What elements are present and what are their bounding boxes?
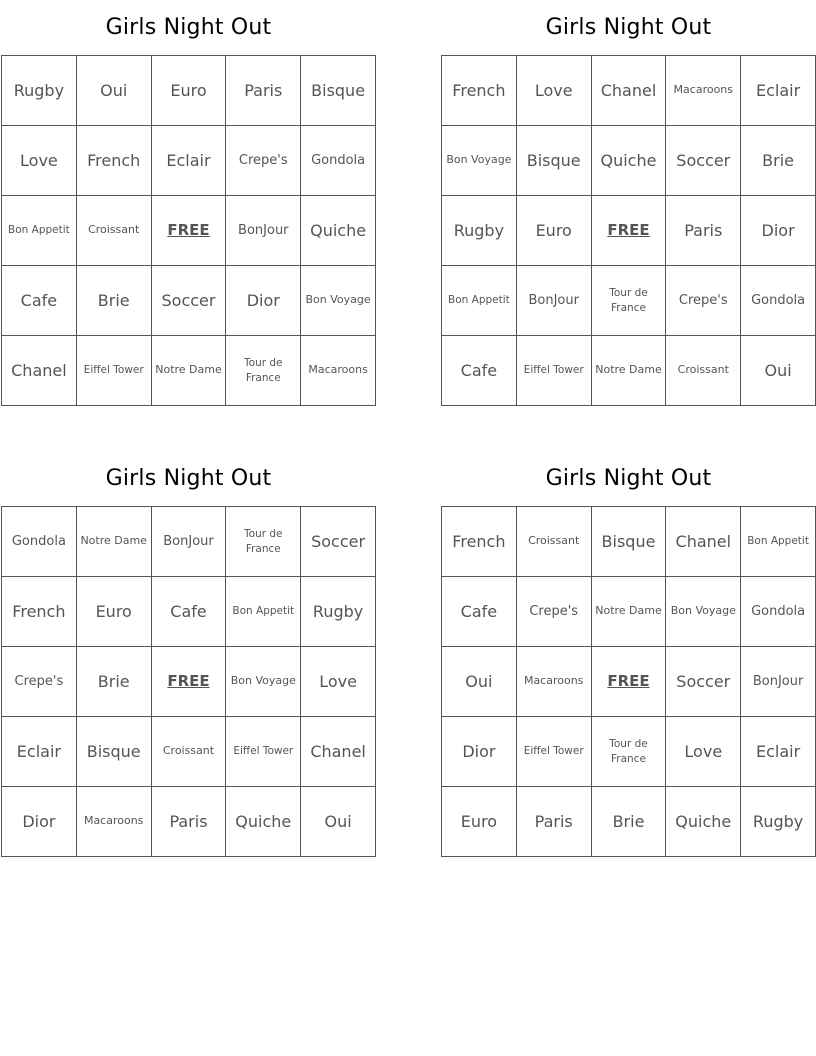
bingo-cell-quiche: Quiche [592, 126, 667, 196]
bingo-cell-paris: Paris [152, 787, 227, 857]
bingo-cell-croissant: Croissant [77, 196, 152, 266]
bingo-cell-gondola: Gondola [741, 577, 816, 647]
bingo-cell-tour-de-france: Tour de France [226, 507, 301, 577]
bingo-cell-notre-dame: Notre Dame [592, 336, 667, 406]
free-space-cell: FREE [152, 196, 227, 266]
bingo-cell-euro: Euro [152, 56, 227, 126]
bingo-cell-dior: Dior [2, 787, 77, 857]
bingo-cell-paris: Paris [517, 787, 592, 857]
bingo-cell-notre-dame: Notre Dame [592, 577, 667, 647]
bingo-grid [1, 506, 376, 857]
bingo-cell-soccer: Soccer [666, 647, 741, 717]
bingo-cell-gondola: Gondola [741, 266, 816, 336]
bingo-cell-crepe-s: Crepe's [2, 647, 77, 717]
bingo-cell-quiche: Quiche [666, 787, 741, 857]
bingo-cell-french: French [77, 126, 152, 196]
bingo-cell-eclair: Eclair [741, 56, 816, 126]
bingo-cell-macaroons: Macaroons [77, 787, 152, 857]
bingo-cell-cafe: Cafe [2, 266, 77, 336]
bingo-cell-eiffel-tower: Eiffel Tower [77, 336, 152, 406]
bingo-cell-oui: Oui [301, 787, 376, 857]
free-space-cell: FREE [152, 647, 227, 717]
bingo-card-4 [441, 451, 816, 857]
bingo-cell-bon-voyage: Bon Voyage [442, 126, 517, 196]
bingo-cell-tour-de-france: Tour de France [592, 717, 667, 787]
bingo-cell-paris: Paris [226, 56, 301, 126]
bingo-cell-brie: Brie [741, 126, 816, 196]
bingo-card-2 [441, 0, 816, 406]
bingo-cell-bon-voyage: Bon Voyage [666, 577, 741, 647]
bingo-grid [441, 55, 816, 406]
bingo-grid [1, 55, 376, 406]
bingo-cell-bisque: Bisque [77, 717, 152, 787]
bingo-cell-bisque: Bisque [517, 126, 592, 196]
bingo-card-1 [1, 0, 376, 406]
bingo-cell-tour-de-france: Tour de France [592, 266, 667, 336]
bingo-cell-dior: Dior [741, 196, 816, 266]
bingo-cell-bonjour: BonJour [226, 196, 301, 266]
bingo-cell-eclair: Eclair [2, 717, 77, 787]
bingo-cell-chanel: Chanel [2, 336, 77, 406]
bingo-cell-crepe-s: Crepe's [226, 126, 301, 196]
bingo-cell-soccer: Soccer [666, 126, 741, 196]
bingo-cell-brie: Brie [592, 787, 667, 857]
bingo-cell-croissant: Croissant [517, 507, 592, 577]
bingo-cell-crepe-s: Crepe's [666, 266, 741, 336]
bingo-cell-croissant: Croissant [152, 717, 227, 787]
bingo-cell-eiffel-tower: Eiffel Tower [517, 717, 592, 787]
free-space-cell: FREE [592, 196, 667, 266]
bingo-cell-euro: Euro [77, 577, 152, 647]
bingo-cell-bon-appetit: Bon Appetit [442, 266, 517, 336]
bingo-cell-crepe-s: Crepe's [517, 577, 592, 647]
bingo-cell-eiffel-tower: Eiffel Tower [517, 336, 592, 406]
bingo-cell-euro: Euro [517, 196, 592, 266]
free-space-cell: FREE [592, 647, 667, 717]
bingo-cell-bon-appetit: Bon Appetit [2, 196, 77, 266]
bingo-cell-notre-dame: Notre Dame [77, 507, 152, 577]
bingo-cell-bon-appetit: Bon Appetit [741, 507, 816, 577]
bingo-cell-dior: Dior [442, 717, 517, 787]
bingo-cell-quiche: Quiche [226, 787, 301, 857]
bingo-cell-tour-de-france: Tour de France [226, 336, 301, 406]
bingo-cell-brie: Brie [77, 266, 152, 336]
bingo-cell-bon-voyage: Bon Voyage [226, 647, 301, 717]
bingo-cell-rugby: Rugby [301, 577, 376, 647]
bingo-cell-chanel: Chanel [666, 507, 741, 577]
bingo-cell-love: Love [2, 126, 77, 196]
bingo-cell-paris: Paris [666, 196, 741, 266]
bingo-cell-gondola: Gondola [2, 507, 77, 577]
bingo-cell-eclair: Eclair [152, 126, 227, 196]
bingo-cell-bonjour: BonJour [741, 647, 816, 717]
bingo-cell-macaroons: Macaroons [666, 56, 741, 126]
bingo-cell-macaroons: Macaroons [301, 336, 376, 406]
bingo-cell-chanel: Chanel [592, 56, 667, 126]
bingo-cell-bisque: Bisque [592, 507, 667, 577]
bingo-cell-french: French [442, 56, 517, 126]
bingo-cell-oui: Oui [442, 647, 517, 717]
bingo-cell-eiffel-tower: Eiffel Tower [226, 717, 301, 787]
bingo-cell-bonjour: BonJour [517, 266, 592, 336]
bingo-cell-cafe: Cafe [152, 577, 227, 647]
bingo-cell-bon-appetit: Bon Appetit [226, 577, 301, 647]
card-title: Girls Night Out [545, 15, 712, 40]
bingo-cell-cafe: Cafe [442, 577, 517, 647]
bingo-cell-notre-dame: Notre Dame [152, 336, 227, 406]
bingo-cell-quiche: Quiche [301, 196, 376, 266]
card-title: Girls Night Out [105, 466, 272, 491]
bingo-cell-macaroons: Macaroons [517, 647, 592, 717]
bingo-cell-soccer: Soccer [152, 266, 227, 336]
bingo-grid [441, 506, 816, 857]
bingo-cell-gondola: Gondola [301, 126, 376, 196]
bingo-cell-rugby: Rugby [741, 787, 816, 857]
bingo-cell-euro: Euro [442, 787, 517, 857]
bingo-cell-love: Love [301, 647, 376, 717]
bingo-cell-brie: Brie [77, 647, 152, 717]
bingo-cell-rugby: Rugby [442, 196, 517, 266]
card-title: Girls Night Out [105, 15, 272, 40]
bingo-cell-oui: Oui [77, 56, 152, 126]
bingo-cell-cafe: Cafe [442, 336, 517, 406]
bingo-cell-bisque: Bisque [301, 56, 376, 126]
bingo-cell-dior: Dior [226, 266, 301, 336]
bingo-cell-eclair: Eclair [741, 717, 816, 787]
card-title: Girls Night Out [545, 466, 712, 491]
bingo-card-3 [1, 451, 376, 857]
bingo-cell-french: French [442, 507, 517, 577]
bingo-cell-rugby: Rugby [2, 56, 77, 126]
bingo-cell-love: Love [517, 56, 592, 126]
bingo-cell-love: Love [666, 717, 741, 787]
bingo-cell-chanel: Chanel [301, 717, 376, 787]
bingo-cell-french: French [2, 577, 77, 647]
bingo-cell-oui: Oui [741, 336, 816, 406]
bingo-cell-bon-voyage: Bon Voyage [301, 266, 376, 336]
bingo-cell-bonjour: BonJour [152, 507, 227, 577]
bingo-cell-croissant: Croissant [666, 336, 741, 406]
bingo-cell-soccer: Soccer [301, 507, 376, 577]
